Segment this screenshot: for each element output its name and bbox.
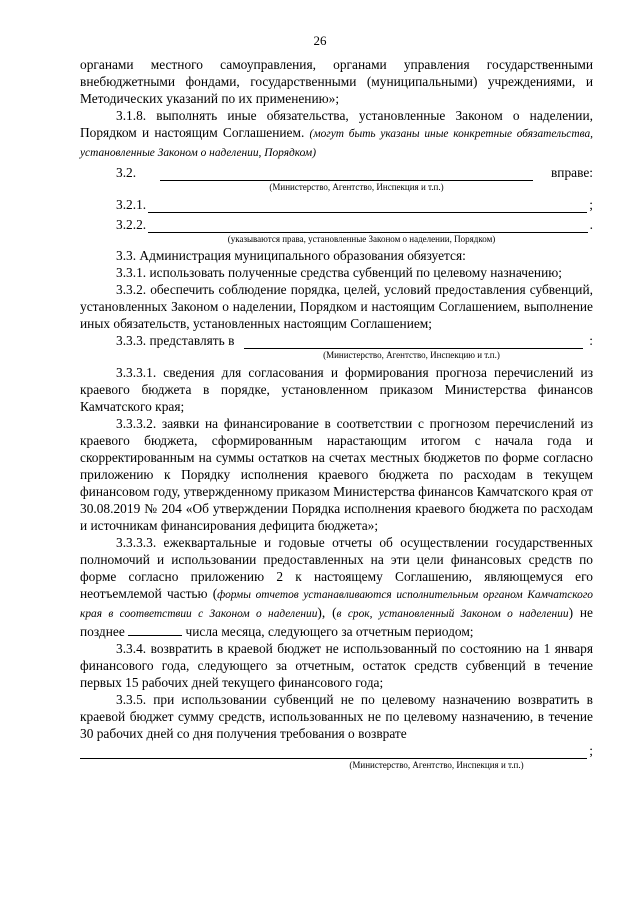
paragraph-3-3-3-3-deadline-note: в срок, установленный Законом о наделении bbox=[336, 608, 569, 620]
caption-ministry-3: (Министерство, Агентство, Инспекция и т.п.) bbox=[349, 760, 524, 770]
paragraph-3-2-1-number: 3.2.1. bbox=[116, 197, 147, 212]
paragraph-3-2-2 bbox=[80, 216, 593, 233]
paragraph-3-3-4: 3.3.4. возвратить в краевой бюджет не использованный по состоянию на 1 января финансового года, следующего за отчетным, остаток средств субвенций в течение первых 15 рабочих дней текущего финансового года; bbox=[80, 641, 593, 690]
caption-rights: (указываются права, установленные Законом о наделении, Порядком) bbox=[227, 234, 496, 244]
return-line bbox=[80, 742, 593, 759]
paragraph-3-1-8-note: (могут быть указаны иные конкретные обязательства, установленные Законом о наделении, Порядком) bbox=[80, 128, 593, 159]
paragraph-3-1-8 bbox=[80, 107, 593, 162]
caption-ministry-2: (Министерство, Агентство, Инспекцию и т.п.) bbox=[323, 350, 500, 360]
page-number: 26 bbox=[313, 33, 327, 48]
document-body bbox=[80, 56, 593, 771]
paragraph-3-3-3 bbox=[80, 332, 593, 349]
paragraph-3-3-2: 3.3.2. обеспечить соблюдение порядка, целей, условий предоставления субвенций, установленных Законом о наделении, Порядком и настоящим Соглашением, выполнение иных обязательств, установленных настоящим Соглашением; bbox=[80, 282, 593, 331]
paragraph-3-2-end: вправе: bbox=[550, 165, 593, 180]
paragraph-3-3-3-1: 3.3.3.1. сведения для согласования и формирования прогноза перечислений из краевого бюджета в порядке, установленном приказом Министерства финансов Камчатского края; bbox=[80, 365, 593, 414]
paragraph-3-3-3-3 bbox=[80, 534, 593, 640]
punctuation: ; bbox=[589, 197, 593, 212]
paragraph-3-3-3-3-tail: числа месяца, следующего за отчетным периодом; bbox=[185, 624, 474, 639]
paragraph-3-3: 3.3. Администрация муниципального образования обязуется: bbox=[116, 248, 466, 263]
paragraph-3-3-3-3-not-later: ) не позднее bbox=[80, 605, 593, 639]
paragraph-3-3-5: 3.3.5. при использовании субвенций не по целевому назначению возвратить в краевой бюджет сумму средств, использованных не по целевому назначению, в течение 30 рабочих дней со дня получения требования о возврате bbox=[80, 692, 593, 741]
paragraph-3-3-1: 3.3.1. использовать полученные средства субвенций по целевому назначению; bbox=[116, 265, 562, 280]
paragraph-3-2-2-number: 3.2.2. bbox=[116, 217, 147, 232]
blank-line bbox=[244, 335, 583, 349]
paragraph-top: органами местного самоуправления, органами управления государственными внебюджетными фондами, государственными (муниципальными) учреждениями, и Методических указаний по их применению»; bbox=[80, 57, 593, 106]
paragraph-3-2 bbox=[80, 164, 593, 181]
paragraph-3-2-number: 3.2. bbox=[116, 165, 137, 180]
blank-line bbox=[148, 219, 588, 233]
punctuation: ), ( bbox=[317, 605, 337, 620]
paragraph-3-3-3-2: 3.3.3.2. заявки на финансирование в соответствии с прогнозом перечислений из краевого бюджета, сформированным нарастающим итогом с начала года и скорректированным на суммы остатков на счетах местных бюджетов по форме согласно приложению к Порядку исполнения краевого бюджета по расходам в текущем финансовом году, утвержденному приказом Министерства финансов Камчатского края от 30.08.2019 № 204 «Об утверждении Порядка исполнения краевого бюджета по расходам и источникам финансирования дефицита бюджета»; bbox=[80, 416, 593, 533]
paragraph-3-1-8-text: 3.1.8. выполнять иные обязательства, установленные Законом о наделении, Порядком и настоящим Соглашением. bbox=[80, 108, 593, 140]
paragraph-3-3-3-text: 3.3.3. представлять в bbox=[116, 333, 235, 348]
paragraph-3-3-3-3-text: 3.3.3.3. ежеквартальные и годовые отчеты об осуществлении государственных полномочий и использовании предоставленных на эти цели финансовых средств по форме согласно приложению 2 к настоящему Соглашению, являющемуся его неотъемлемой частью ( bbox=[80, 535, 593, 601]
punctuation: : bbox=[589, 333, 593, 348]
blank-line bbox=[160, 167, 533, 181]
blank-line bbox=[128, 623, 182, 636]
caption-ministry-1: (Министерство, Агентство, Инспекция и т.п.) bbox=[269, 182, 444, 192]
paragraph-3-3-3-3-note: формы отчетов устанавливаются исполнительным органом Камчатского края в соответствии с Законом о наделении bbox=[80, 589, 594, 620]
punctuation: ; bbox=[589, 743, 593, 758]
blank-line bbox=[80, 745, 587, 759]
paragraph-3-2-1 bbox=[80, 196, 593, 213]
blank-line bbox=[148, 199, 587, 213]
punctuation: . bbox=[589, 217, 593, 232]
